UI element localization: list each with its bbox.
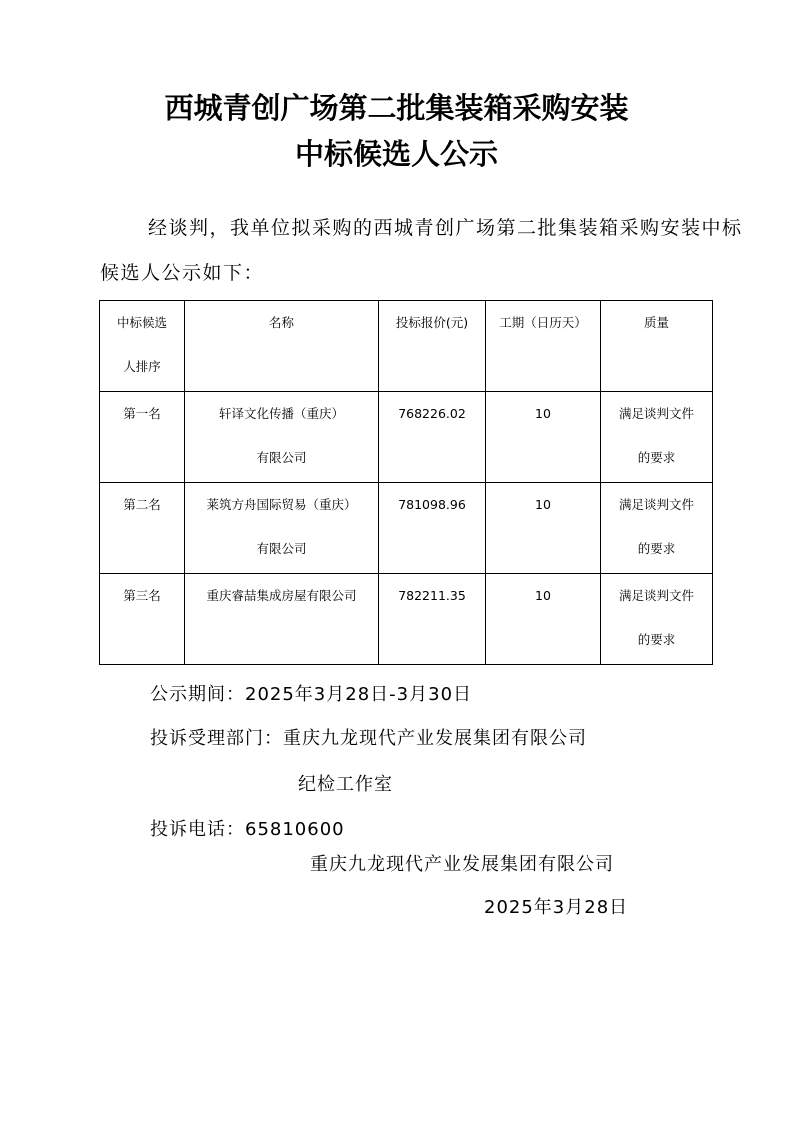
quality-line2: 的要求 — [637, 541, 676, 556]
table-header-row — [100, 301, 713, 392]
price-cell: 768226.02 — [379, 392, 486, 483]
quality-line1: 满足谈判文件 — [618, 497, 694, 512]
issuer: 重庆九龙现代产业发展集团有限公司 — [310, 854, 614, 875]
period-cell: 10 — [486, 574, 601, 665]
rank-cell: 第三名 — [100, 574, 185, 665]
candidate-table — [99, 300, 713, 665]
quality-line1: 满足谈判文件 — [618, 406, 694, 421]
document-title-line1: 西城青创广场第二批集装箱采购安装 — [164, 91, 629, 125]
name-cell — [185, 483, 379, 574]
header-rank-line1: 中标候选 — [116, 315, 167, 330]
period-cell: 10 — [486, 392, 601, 483]
price-cell: 781098.96 — [379, 483, 486, 574]
complaint-dept-line1: 投诉受理部门：重庆九龙现代产业发展集团有限公司 — [150, 728, 587, 749]
rank-cell: 第一名 — [100, 392, 185, 483]
header-price: 投标报价(元) — [379, 301, 486, 392]
quality-cell — [601, 483, 713, 574]
quality-line2: 的要求 — [637, 632, 676, 647]
complaint-dept-line2: 纪检工作室 — [298, 774, 393, 795]
header-quality: 质量 — [601, 301, 713, 392]
header-period: 工期（日历天） — [486, 301, 601, 392]
name-cell — [185, 574, 379, 665]
header-rank — [100, 301, 185, 392]
table-row — [100, 574, 713, 665]
name-line1: 莱筑方舟国际贸易（重庆） — [206, 497, 357, 512]
document-title-line2: 中标候选人公示 — [294, 137, 498, 171]
name-line1: 重庆睿喆集成房屋有限公司 — [206, 588, 357, 603]
quality-cell — [601, 574, 713, 665]
intro-line1: 经谈判，我单位拟采购的西城青创广场第二批集装箱采购安装中标 — [148, 217, 743, 239]
rank-cell: 第二名 — [100, 483, 185, 574]
header-rank-line2: 人排序 — [123, 359, 161, 374]
name-line1: 轩译文化传播（重庆） — [218, 406, 344, 421]
period-cell: 10 — [486, 483, 601, 574]
price-cell: 782211.35 — [379, 574, 486, 665]
issue-date: 2025年3月28日 — [484, 897, 629, 918]
name-line2: 有限公司 — [256, 541, 307, 556]
name-cell — [185, 392, 379, 483]
table-row — [100, 483, 713, 574]
header-name: 名称 — [185, 301, 379, 392]
intro-line2: 候选人公示如下： — [100, 262, 265, 284]
quality-line1: 满足谈判文件 — [618, 588, 694, 603]
table-row — [100, 392, 713, 483]
complaint-phone: 投诉电话：65810600 — [150, 819, 345, 840]
name-line2: 有限公司 — [256, 450, 307, 465]
quality-cell — [601, 392, 713, 483]
quality-line2: 的要求 — [637, 450, 676, 465]
notice-period: 公示期间：2025年3月28日-3月30日 — [150, 684, 473, 705]
